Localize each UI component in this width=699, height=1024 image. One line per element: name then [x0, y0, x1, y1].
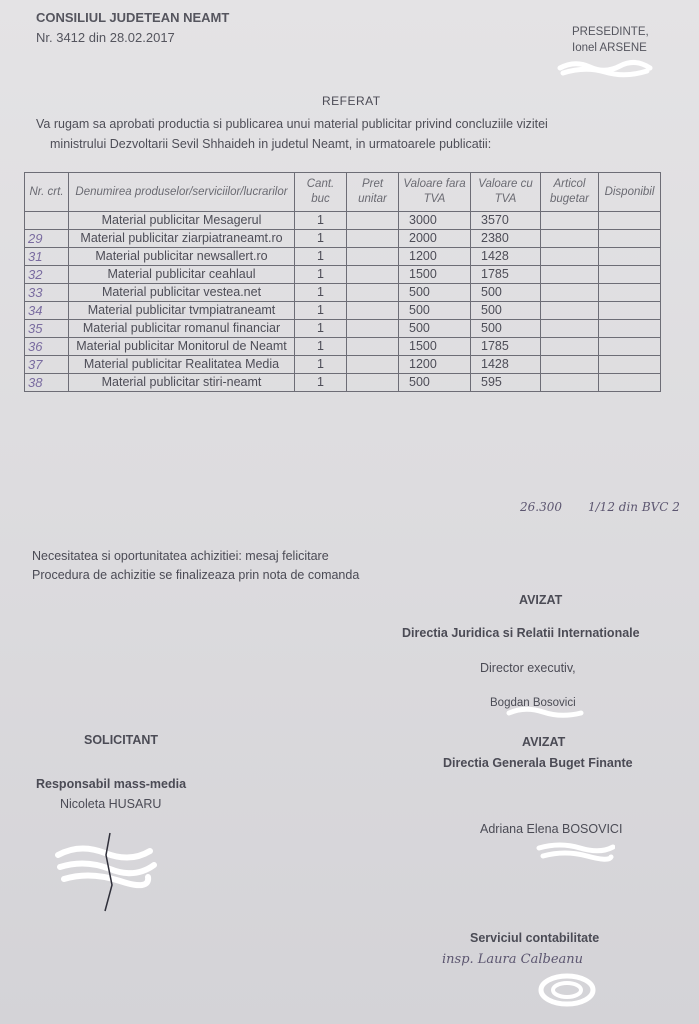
row-qty: 1	[295, 230, 347, 248]
row-qty: 1	[295, 320, 347, 338]
row-available	[599, 248, 661, 266]
row-unit-price	[347, 284, 399, 302]
row-value-no-vat: 2000	[399, 230, 471, 248]
necessity-statement: Necesitatea si oportunitatea achizitiei: mesaj felicitare	[32, 549, 329, 563]
row-value-vat: 1428	[471, 248, 541, 266]
row-budget-article	[541, 374, 599, 392]
row-value-vat: 500	[471, 320, 541, 338]
row-unit-price	[347, 320, 399, 338]
row-available	[599, 374, 661, 392]
row-qty: 1	[295, 248, 347, 266]
header-qty: Cant. buc	[295, 173, 347, 212]
redacted-signature-icon	[535, 840, 615, 866]
table-row	[25, 374, 661, 392]
legal-department: Directia Juridica si Relatii Internationale	[402, 626, 640, 640]
table-row	[25, 248, 661, 266]
row-budget-article	[541, 266, 599, 284]
redacted-signature-icon	[555, 58, 655, 80]
row-name: Material publicitar Monitorul de Neamt	[69, 338, 295, 356]
row-available	[599, 266, 661, 284]
row-value-no-vat: 3000	[399, 212, 471, 230]
header-unit-price: Pret unitar	[347, 173, 399, 212]
row-available	[599, 284, 661, 302]
row-budget-article	[541, 356, 599, 374]
row-nr	[25, 212, 69, 230]
row-available	[599, 302, 661, 320]
row-qty: 1	[295, 284, 347, 302]
row-value-no-vat: 500	[399, 302, 471, 320]
row-budget-article	[541, 302, 599, 320]
row-available	[599, 320, 661, 338]
row-unit-price	[347, 248, 399, 266]
requester-role: Responsabil mass-media	[36, 777, 187, 791]
institution-name: CONSILIUL JUDETEAN NEAMT	[36, 10, 230, 25]
header-value-no-vat: Valoare fara TVA	[399, 173, 471, 212]
document-title: REFERAT	[322, 94, 381, 108]
row-qty: 1	[295, 356, 347, 374]
row-value-vat: 500	[471, 302, 541, 320]
row-value-vat: 3570	[471, 212, 541, 230]
row-value-no-vat: 1500	[399, 338, 471, 356]
row-available	[599, 212, 661, 230]
table-row	[25, 266, 661, 284]
row-nr: 31	[25, 248, 69, 266]
row-name: Material publicitar stiri-neamt	[69, 374, 295, 392]
table-row	[25, 284, 661, 302]
row-budget-article	[541, 320, 599, 338]
table-row	[25, 230, 661, 248]
row-unit-price	[347, 338, 399, 356]
executive-director-label: Director executiv,	[480, 661, 576, 675]
table-row	[25, 356, 661, 374]
row-budget-article	[541, 230, 599, 248]
row-unit-price	[347, 230, 399, 248]
header-name: Denumirea produselor/serviciilor/lucrarilor	[69, 173, 295, 212]
header-budget-article: Articol bugetar	[541, 173, 599, 212]
row-nr: 37	[25, 356, 69, 374]
row-name: Material publicitar Mesagerul	[69, 212, 295, 230]
row-budget-article	[541, 248, 599, 266]
redacted-signature-icon	[532, 970, 602, 1010]
row-budget-article	[541, 284, 599, 302]
row-nr: 36	[25, 338, 69, 356]
accounting-inspector-name: insp. Laura Calbeanu	[442, 952, 584, 967]
row-value-no-vat: 500	[399, 320, 471, 338]
row-name: Material publicitar romanul financiar	[69, 320, 295, 338]
intro-line-1: Va rugam sa aprobati productia si publicarea unui material publicitar privind concluziile vizitei	[36, 117, 548, 131]
president-name: Ionel ARSENE	[572, 42, 647, 54]
row-qty: 1	[295, 338, 347, 356]
row-nr: 35	[25, 320, 69, 338]
row-name: Material publicitar ziarpiatraneamt.ro	[69, 230, 295, 248]
row-name: Material publicitar tvmpiatraneamt	[69, 302, 295, 320]
row-value-no-vat: 1500	[399, 266, 471, 284]
row-budget-article	[541, 212, 599, 230]
items-table	[24, 172, 661, 392]
row-name: Material publicitar Realitatea Media	[69, 356, 295, 374]
row-value-no-vat: 1200	[399, 248, 471, 266]
row-qty: 1	[295, 266, 347, 284]
row-nr: 34	[25, 302, 69, 320]
handwritten-note: 1/12 din BVC 2	[588, 500, 680, 514]
registration-number: Nr. 3412 din 28.02.2017	[36, 30, 175, 45]
row-budget-article	[541, 338, 599, 356]
row-name: Material publicitar newsallert.ro	[69, 248, 295, 266]
avizat-budget-label: AVIZAT	[522, 735, 566, 749]
handwritten-total: 26.300	[520, 500, 562, 514]
table-row	[25, 338, 661, 356]
budget-officer-name: Adriana Elena BOSOVICI	[480, 822, 623, 836]
table-header-row	[25, 173, 661, 212]
row-name: Material publicitar ceahlaul	[69, 266, 295, 284]
row-available	[599, 356, 661, 374]
budget-department: Directia Generala Buget Finante	[443, 756, 633, 770]
row-nr: 32	[25, 266, 69, 284]
row-nr: 38	[25, 374, 69, 392]
row-value-vat: 1785	[471, 338, 541, 356]
header-available: Disponibil	[599, 173, 661, 212]
row-value-vat: 1428	[471, 356, 541, 374]
row-qty: 1	[295, 302, 347, 320]
redacted-signature-icon	[50, 825, 160, 915]
row-value-vat: 2380	[471, 230, 541, 248]
row-unit-price	[347, 302, 399, 320]
accounting-service: Serviciul contabilitate	[470, 931, 600, 945]
row-qty: 1	[295, 212, 347, 230]
row-value-no-vat: 1200	[399, 356, 471, 374]
row-nr: 29	[25, 230, 69, 248]
requester-label: SOLICITANT	[84, 733, 159, 747]
table-row	[25, 320, 661, 338]
row-qty: 1	[295, 374, 347, 392]
header-value-vat: Valoare cu TVA	[471, 173, 541, 212]
row-available	[599, 338, 661, 356]
row-value-vat: 500	[471, 284, 541, 302]
row-unit-price	[347, 266, 399, 284]
procedure-statement: Procedura de achizitie se finalizeaza prin nota de comanda	[32, 568, 360, 582]
avizat-legal-label: AVIZAT	[519, 593, 563, 607]
legal-director-name: Bogdan Bosovici	[490, 697, 576, 709]
header-nr: Nr. crt.	[25, 173, 69, 212]
row-nr: 33	[25, 284, 69, 302]
row-name: Material publicitar vestea.net	[69, 284, 295, 302]
row-value-no-vat: 500	[399, 284, 471, 302]
row-unit-price	[347, 356, 399, 374]
row-unit-price	[347, 374, 399, 392]
row-unit-price	[347, 212, 399, 230]
row-available	[599, 230, 661, 248]
row-value-vat: 595	[471, 374, 541, 392]
table-row	[25, 212, 661, 230]
table-row	[25, 302, 661, 320]
president-title: PRESEDINTE,	[572, 26, 649, 38]
row-value-vat: 1785	[471, 266, 541, 284]
redacted-signature-icon	[505, 704, 585, 722]
requester-name: Nicoleta HUSARU	[60, 797, 162, 811]
row-value-no-vat: 500	[399, 374, 471, 392]
intro-line-2: ministrului Dezvoltarii Sevil Shhaideh in judetul Neamt, in urmatoarele publicatii:	[50, 137, 492, 151]
